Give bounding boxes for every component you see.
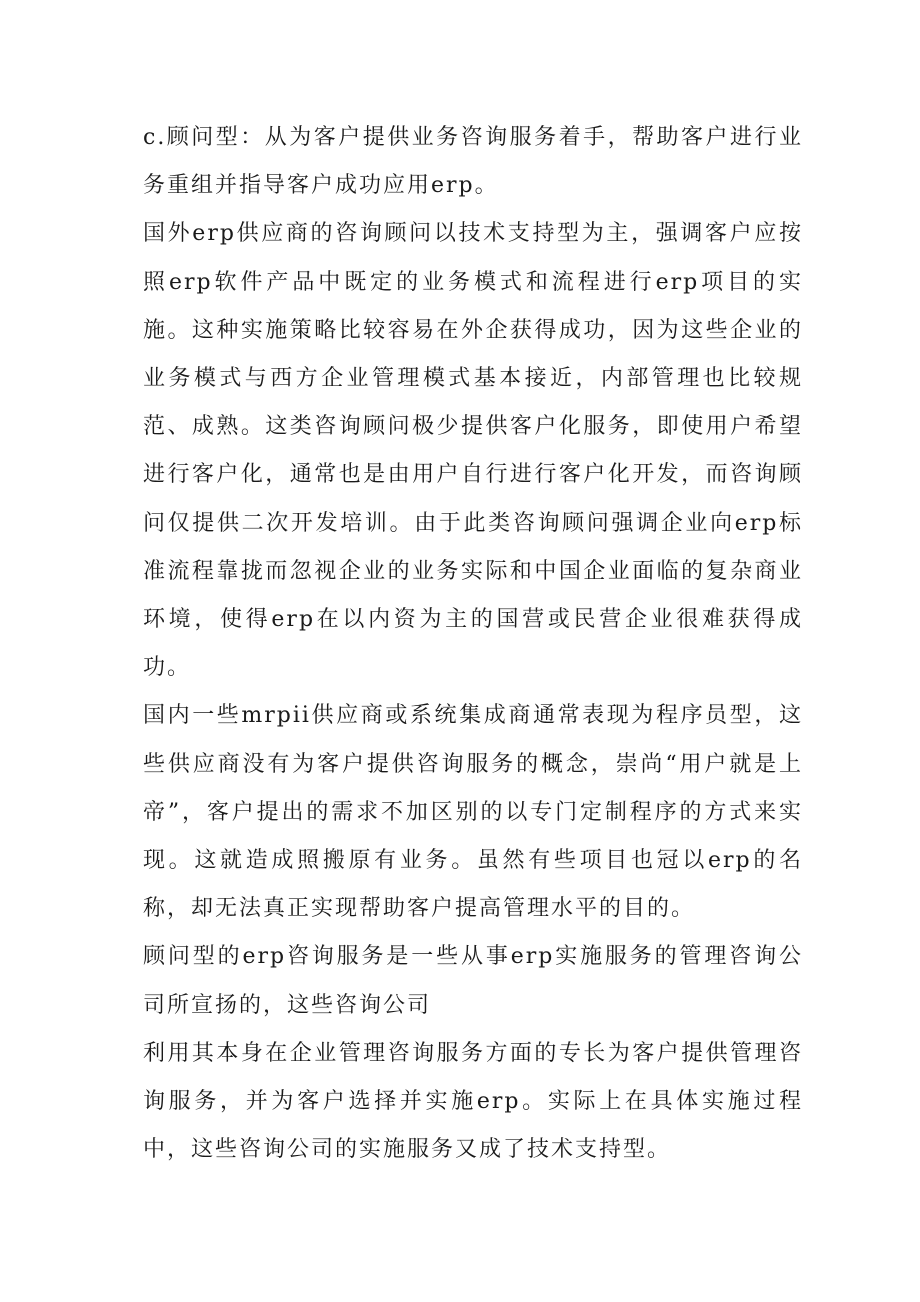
document-body <box>143 114 803 1174</box>
paragraph-consultant-type: c.顾问型：从为客户提供业务咨询服务着手，帮助客户进行业务重组并指导客户成功应用erp。 <box>143 125 803 199</box>
paragraph-domestic-vendors: 国内一些mrpii供应商或系统集成商通常表现为程序员型，这些供应商没有为客户提供咨询服务的概念，崇尚“用户就是上帝”，客户提出的需求不加区别的以专门定制程序的方式来实现。这就造成照搬原有业务。虽然有些项目也冠以erp的名称，却无法真正实现帮助客户提高管理水平的目的。 <box>143 703 803 922</box>
paragraph-foreign-vendors: 国外erp供应商的咨询顾问以技术支持型为主，强调客户应按照erp软件产品中既定的业务模式和流程进行erp项目的实施。这种实施策略比较容易在外企获得成功，因为这些企业的业务模式与西方企业管理模式基本接近，内部管理也比较规范、成熟。这类咨询顾问极少提供客户化服务，即使用户希望进行客户化，通常也是由用户自行进行客户化开发，而咨询顾问仅提供二次开发培训。由于此类咨询顾问强调企业向erp标准流程靠拢而忽视企业的业务实际和中国企业面临的复杂商业环境，使得erp在以内资为主的国营或民营企业很难获得成功。 <box>143 221 803 681</box>
paragraph-consulting-firms-continued: 利用其本身在企业管理咨询服务方面的专长为客户提供管理咨询服务，并为客户选择并实施erp。实际上在具体实施过程中，这些咨询公司的实施服务又成了技术支持型。 <box>143 1040 803 1163</box>
paragraph-consulting-firms: 顾问型的erp咨询服务是一些从事erp实施服务的管理咨询公司所宣扬的，这些咨询公司 <box>143 944 803 1018</box>
